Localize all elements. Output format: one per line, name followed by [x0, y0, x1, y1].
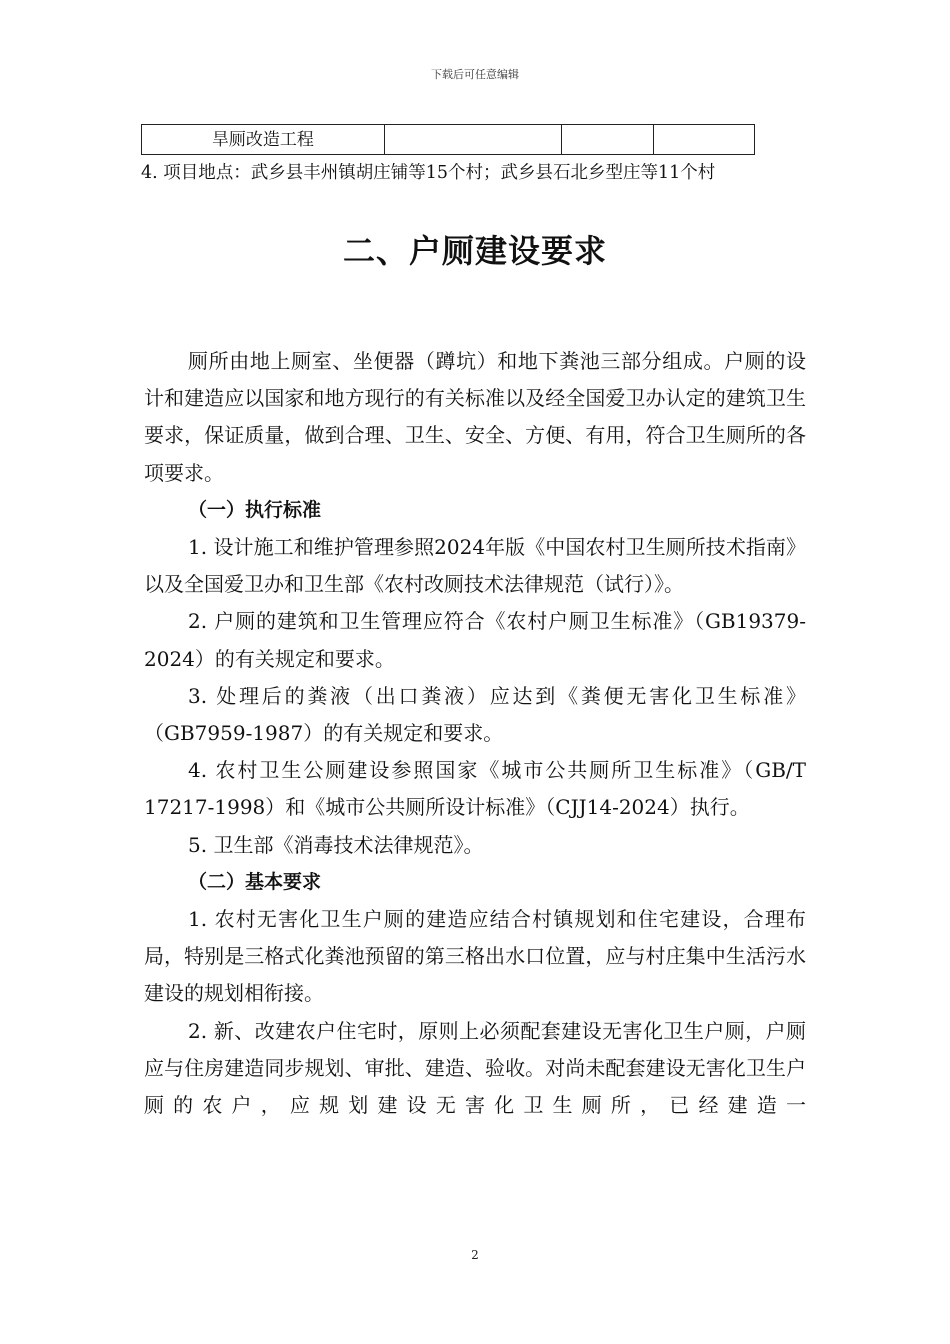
requirement-item-1: 1. 农村无害化卫生户厕的建造应结合村镇规划和住宅建设，合理布局，特别是三格式化粪池预留的第三格出水口位置，应与村庄集中生活污水建设的规划相衔接。 [144, 907, 806, 1006]
standard-item-1: 1. 设计施工和维护管理参照2024年版《中国农村卫生厕所技术指南》以及全国爱卫办和卫生部《农村改厕技术法律规范（试行）》。 [144, 535, 806, 597]
standard-item-3: 3. 处理后的粪液（出口粪液）应达到《粪便无害化卫生标准》（GB7959-1987）的有关规定和要求。 [144, 683, 806, 746]
requirement-item-2: 2. 新、改建农户住宅时，原则上必须配套建设无害化卫生户厕，户厕应与住房建造同步规划、审批、建造、验收。对尚未配套建设无害化卫生户厕的农户，应规划建设无害化卫生厕所，已经建造一 [144, 1018, 806, 1118]
subheading-standards: （一）执行标准 [188, 498, 322, 521]
table-cell-project: 旱厕改造工程 [142, 125, 385, 155]
standard-item-2: 2. 户厕的建筑和卫生管理应符合《农村户厕卫生标准》（GB19379-2024）的有关规定和要求。 [144, 609, 806, 671]
standard-item-4: 4. 农村卫生公厕建设参照国家《城市公共厕所卫生标准》（GB/T 17217-1998）和《城市公共厕所设计标准》（CJJ14-2024）执行。 [144, 758, 806, 820]
standard-item-5: 5. 卫生部《消毒技术法律规范》。 [188, 832, 484, 857]
table-cell [654, 125, 755, 155]
project-location: 4. 项目地点：武乡县丰州镇胡庄铺等15个村；武乡县石北乡型庄等11个村 [141, 163, 716, 183]
body-text [144, 343, 806, 1124]
project-table [141, 124, 755, 155]
section-title: 二、户厕建设要求 [342, 232, 607, 270]
header-note: 下载后可任意编辑 [431, 68, 519, 81]
table-cell [384, 125, 561, 155]
intro-paragraph: 厕所由地上厕室、坐便器（蹲坑）和地下粪池三部分组成。户厕的设计和建造应以国家和地方现行的有关标准以及经全国爱卫办认定的建筑卫生要求，保证质量，做到合理、卫生、安全、方便、有用，符合卫生厕所的各项要求。 [144, 349, 806, 485]
page-number: 2 [471, 1248, 479, 1262]
table-row [142, 125, 755, 155]
table-cell [561, 125, 654, 155]
subheading-requirements: （二）基本要求 [188, 870, 322, 893]
